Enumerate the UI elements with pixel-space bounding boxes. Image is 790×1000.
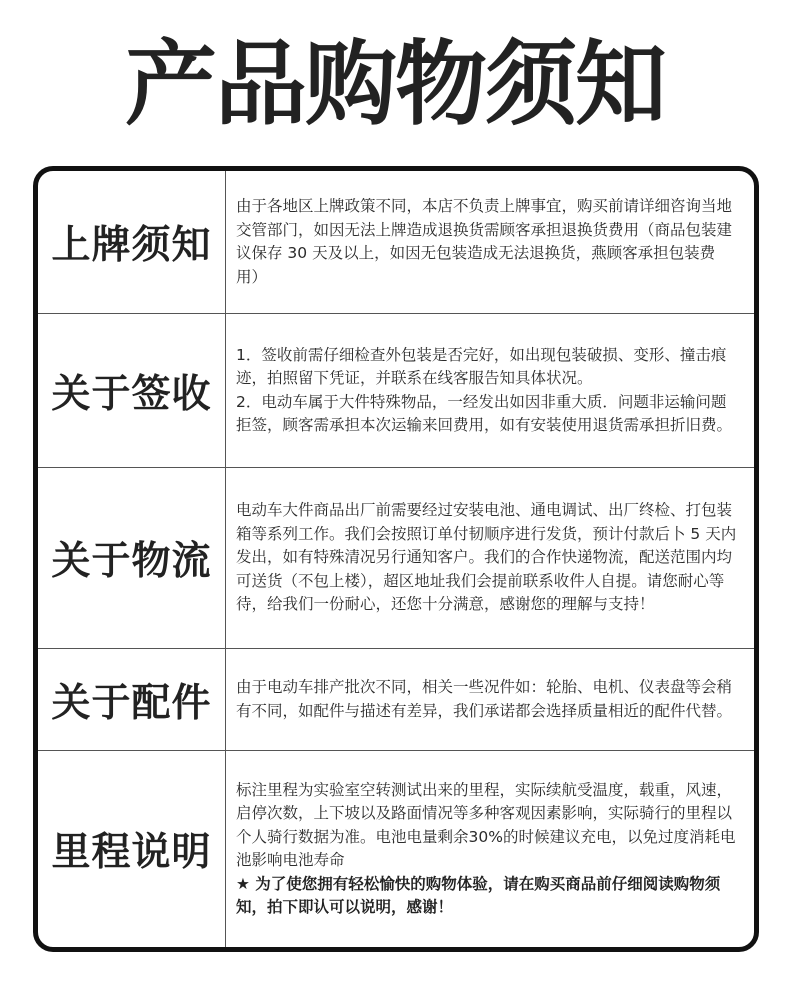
section-heading: 上牌须知 — [38, 171, 226, 313]
section-paragraph: 由于电动车排产批次不同，相关一些况件如：轮胎、电机、仪表盘等会稍有不同，如配件与描述有差异，我们承诺都会选择质量相近的配件代替。 — [236, 678, 733, 720]
section-body — [226, 468, 754, 648]
section-heading: 里程说明 — [38, 751, 226, 947]
section-mileage — [38, 751, 754, 947]
section-body — [226, 649, 754, 750]
section-license-notice — [38, 171, 754, 314]
shopping-tip-note: ★ 为了使您拥有轻松愉快的购物体验，请在购买商品前仔细阅读购物须知，拍下即认可以说明，感谢！ — [236, 874, 721, 916]
section-paragraph: 电动车大件商品出厂前需要经过安装电池、通电调试、出厂终检、打包装箱等系列工作。我们会按照订单付韧顺序进行发货，预计付款后卜 5 天内发出，如有特殊清况另行通知客户。我们的合作快递物流，配送范围内均可送货（不包上楼），超区地址我们会提前联系收件人自提。请您耐心等待，给我们一份耐心，还您十分满意，感谢您的理解与支持！ — [236, 501, 737, 614]
section-paragraph: 标注里程为实验室空转测试出来的里程，实际续航受温度，载重，风速，启停次数，上下坡以及路面情况等多种客观因素影响，实际骑行的里程以个人骑行数据为准。电池电量剩余30%的时候建议充电，以免过度消耗电池影响电池寿命 — [236, 780, 736, 869]
section-body — [226, 751, 754, 947]
section-body — [226, 314, 754, 467]
section-heading: 关于签收 — [38, 314, 226, 467]
section-paragraph: 1．签收前需仔细检查外包装是否完好，如出现包装破损、变形、撞击痕迹，拍照留下凭证，并联系在线客服告知具体状况。 — [236, 345, 727, 387]
section-heading: 关于配件 — [38, 649, 226, 750]
notice-table — [33, 166, 759, 952]
section-logistics — [38, 468, 754, 649]
page-title: 产品购物须知 — [124, 31, 665, 138]
section-heading: 关于物流 — [38, 468, 226, 648]
section-body — [226, 171, 754, 313]
section-paragraph: 2．电动车属于大件特殊物品，一经发出如因非重大质．问题非运输问题拒签，顾客需承担本次运输来回费用，如有安装使用退货需承担折旧费。 — [236, 392, 733, 434]
section-parts — [38, 649, 754, 751]
section-receipt — [38, 314, 754, 468]
section-paragraph: 由于各地区上牌政策不同，本店不负责上牌事宜，购买前请详细咨询当地交管部门，如因无法上牌造成退换货需顾客承担退换货费用（商品包装建议保存 30 天及以上，如因无包装造成无法退换货，燕顾客承担包装费用） — [236, 197, 733, 286]
